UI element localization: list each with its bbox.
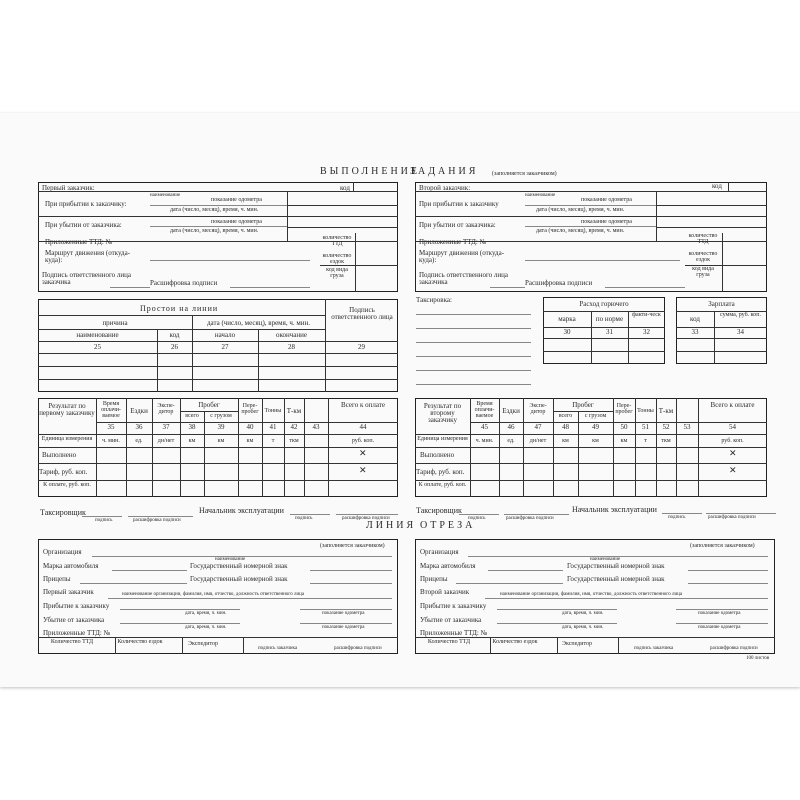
pay-total-label-r: Всего к оплате: [710, 401, 755, 409]
stub-decrypt-l: расшифровка подписи: [334, 646, 382, 651]
stub-customer-sub-r: наименование организации, фамилия, имя, отчество, должность ответственного лица: [500, 592, 683, 597]
sign-sub-r1: подпись: [468, 516, 486, 521]
tariff-label-r: Тариф, руб. коп.: [416, 468, 465, 476]
unit-total-l: км: [188, 438, 196, 444]
num-25: 25: [94, 343, 101, 351]
cross-mark-l2: ✕: [359, 466, 367, 476]
unit-overrun-l: км: [246, 438, 254, 444]
stub-plate-l: Государственный номерной знак: [190, 562, 288, 570]
downtime-name-col: наименование: [76, 331, 119, 339]
stub-odometer-l: показание одометра: [322, 611, 365, 616]
time-label-r: Время оплачи-ваемое: [474, 401, 495, 419]
tons-label-l: Тонны: [264, 408, 282, 414]
num-41: 41: [269, 423, 277, 431]
stub-customer-r: Второй заказчик: [420, 588, 470, 596]
tons-label-r: Тонны: [637, 408, 654, 414]
stub-ttd-r: Приложенные ТТД: №: [420, 629, 488, 637]
unit-rides-l: ед.: [135, 438, 143, 444]
num-47: 47: [534, 423, 542, 431]
downtime-signature: Подпись ответственного лица: [331, 306, 393, 321]
unit-time-l: ч. мин.: [102, 438, 120, 444]
stub-decrypt-r: расшифровка подписи: [710, 646, 758, 651]
stub-expeditor-r: Экспедитор: [562, 641, 592, 647]
unit-pay-r: руб. коп.: [721, 438, 744, 444]
footer-sheets: 100 листов: [746, 656, 770, 661]
unit-pay-l: руб. коп.: [351, 438, 375, 444]
done-label-l: Выполнено: [42, 451, 77, 459]
unit-label-r: Единица измерения: [417, 436, 468, 442]
stub-odometer2-l: показание одометра: [322, 625, 365, 630]
unit-expeditor-r: дн/нет: [529, 438, 547, 444]
num-53: 53: [683, 423, 691, 431]
stub-plate2-l: Государственный номерной знак: [190, 575, 288, 583]
num-42: 42: [290, 423, 298, 431]
num-46: 46: [507, 423, 515, 431]
salary-title: Зарплата: [708, 300, 735, 308]
unit-overrun-r: км: [620, 438, 628, 444]
stub-sign-customer-r: подпись заказчика: [634, 646, 674, 651]
stub-departure-sub-r: дата, время, ч. мин.: [562, 625, 604, 630]
stub-rides-qty-r: Количество ездок: [492, 639, 538, 645]
datetime-label-2: дата (число, месяц), время, ч. мин.: [170, 228, 259, 234]
cutline-right: ОТРЕЗА: [420, 520, 476, 531]
signature-label: Подпись ответственного лица заказчика: [42, 271, 132, 286]
decrypt-sub-r2: расшифровка подписи: [708, 515, 756, 520]
downtime-code-col: код: [169, 331, 180, 339]
num-48: 48: [562, 423, 569, 431]
to-pay-label-r: К оплате, руб. коп.: [418, 482, 467, 488]
overrun-label-l: Пере-пробег: [241, 403, 259, 415]
stub-note-l: (заполняется заказчиком): [320, 543, 385, 549]
route-label-r: Маршрут движения (откуда-куда):: [419, 249, 505, 264]
tkm-label-r: Т-км: [658, 407, 674, 415]
run-label-r: Пробег: [572, 401, 594, 409]
code-label-r: код: [712, 182, 722, 190]
num-35: 35: [107, 423, 115, 431]
downtime-datetime-header: дата (число, месяц), время, ч. мин.: [206, 319, 311, 327]
tkm-label-l: Т-км: [286, 407, 302, 415]
to-pay-label-l: К оплате, руб. коп.: [43, 482, 91, 488]
title-right: ЗАДАНИЯ: [410, 166, 479, 177]
num-33: 33: [691, 328, 699, 336]
rides-label-r: Ездки: [502, 407, 520, 415]
unit-tkm-l: ткм: [289, 438, 299, 444]
name-label: наименование: [150, 193, 181, 198]
cross-mark-r2: ✕: [729, 466, 737, 476]
stub-trailer-l: Прицепы: [43, 575, 71, 583]
stub-name-r: наименование: [590, 557, 621, 562]
unit-cargo-r: км: [592, 438, 599, 444]
stub-org-r: Организация: [420, 548, 459, 556]
first-customer-label: Первый заказчик:: [42, 184, 95, 192]
time-label-l: Время оплачи-ваемое: [101, 401, 121, 419]
num-51: 51: [642, 423, 649, 431]
unit-rides-r: ед.: [507, 438, 515, 444]
rides-label: количество ездок: [322, 253, 352, 265]
stub-odometer2-r: показание одометра: [698, 625, 741, 630]
num-32: 32: [643, 328, 650, 336]
departure-label-r: При убытии от заказчика:: [419, 221, 496, 229]
stub-note-r: (заполняется заказчиком): [690, 543, 755, 549]
odometer-label-r: показание одометра: [581, 197, 632, 203]
departure-label: При убытии от заказчика:: [45, 221, 122, 229]
sign-sub-l1: подпись: [95, 518, 113, 523]
taxer-label-r: Таксировщик: [416, 506, 462, 515]
datetime-label: дата (число, месяц), время, ч. мин.: [170, 207, 259, 213]
num-37: 37: [162, 423, 170, 431]
waybill-sheet: [0, 113, 800, 687]
num-28: 28: [288, 343, 295, 351]
unit-expeditor-l: дн/нет: [157, 438, 175, 444]
cross-mark-l1: ✕: [359, 449, 367, 459]
stub-ttd-l: Приложенные ТТД: №: [43, 629, 111, 637]
num-31: 31: [606, 328, 613, 336]
taxer-label-l: Таксировщик: [40, 508, 86, 517]
run-total-l: всего: [185, 413, 199, 419]
unit-tons-r: т: [644, 438, 647, 444]
num-29: 29: [358, 343, 365, 351]
stub-arrival-sub-r: дата, время, ч. мин.: [562, 611, 604, 616]
expeditor-label-l: Экспе-дитор: [157, 403, 175, 415]
unit-cargo-l: км: [217, 438, 225, 444]
stub-sign-customer-l: подпись заказчика: [258, 646, 298, 651]
done-label-r: Выполнено: [420, 451, 455, 459]
chief-label-l: Начальник эксплуатации: [199, 506, 284, 515]
odometer-label-r2: показание одометра: [581, 219, 632, 225]
decrypt-label-r: Расшифровка подписи: [525, 279, 593, 287]
stub-ttd-qty-r: Количество ТТД: [427, 639, 471, 645]
stub-arrival-r: Прибытие к заказчику: [420, 602, 487, 610]
num-38: 38: [188, 423, 196, 431]
title-left: ВЫПОЛНЕНИЕ: [320, 166, 420, 177]
run-cargo-l: с грузом: [210, 413, 232, 419]
num-27: 27: [221, 343, 229, 351]
stub-expeditor-l: Экспедитор: [188, 641, 218, 647]
salary-code: код: [690, 315, 700, 323]
stub-plate2-r: Государственный номерной знак: [567, 575, 665, 583]
ttd-label-r: Приложенные ТТД: №: [419, 238, 487, 246]
num-52: 52: [662, 423, 670, 431]
run-total-r: всего: [558, 413, 573, 419]
stub-brand-l: Марка автомобиля: [43, 562, 99, 570]
cross-mark-r1: ✕: [729, 449, 737, 459]
datetime-label-r: дата (число, месяц), время, ч. мин.: [536, 207, 625, 213]
chief-label-r: Начальник эксплуатации: [572, 505, 657, 514]
stub-arrival-sub-l: дата, время, ч. мин.: [185, 611, 227, 616]
name-label-r: наименование: [525, 193, 556, 198]
decrypt-sub-l1: расшифровка подписи: [133, 518, 181, 523]
fuel-actual: факти-ческ: [632, 312, 661, 318]
downtime-end-col: окончание: [275, 331, 308, 339]
num-39: 39: [217, 423, 225, 431]
odometer-label: показание одометра: [211, 197, 262, 203]
stub-customer-sub-l: наименование организации, фамилия, имя, отчество, должность ответственного лица: [122, 592, 305, 597]
num-26: 26: [171, 343, 178, 351]
arrival-label-r: При прибытии к заказчику: [419, 200, 499, 208]
datetime-label-r2: дата (число, месяц), время, ч. мин.: [536, 228, 625, 234]
ttd-qty-label: количество ТТД: [322, 235, 352, 247]
stub-ttd-qty-l: Количество ТТД: [50, 639, 94, 645]
pay-total-label-l: Всего к оплате: [341, 401, 385, 409]
arrival-label: При прибытии к заказчику:: [45, 200, 127, 208]
stub-name-l: наименование: [215, 557, 246, 562]
num-50: 50: [620, 423, 628, 431]
unit-tons-l: т: [271, 438, 275, 444]
sign-sub-l2: подпись: [295, 516, 313, 521]
num-30: 30: [563, 328, 571, 336]
num-40: 40: [246, 423, 254, 431]
stub-trailer-r: Прицепы: [420, 575, 448, 583]
num-44: 44: [359, 423, 367, 431]
unit-total-r: км: [562, 438, 569, 444]
downtime-start-col: начало: [214, 331, 236, 339]
decrypt-sub-r1: расшифровка подписи: [506, 516, 554, 521]
stub-odometer-r: показание одометра: [698, 611, 741, 616]
stub-departure-r: Убытие от заказчика: [420, 616, 482, 624]
run-label-l: Пробег: [198, 401, 220, 409]
downtime-title: Простои на линии: [140, 304, 219, 313]
cutline-left: ЛИНИЯ: [366, 520, 417, 531]
title-note: (заполняется заказчиком): [492, 171, 557, 177]
fuel-brand: марка: [558, 315, 576, 323]
fuel-title: Расход горючего: [579, 300, 629, 308]
stub-arrival-l: Прибытие к заказчику: [43, 602, 110, 610]
stub-brand-r: Марка автомобиля: [420, 562, 476, 570]
second-customer-label: Второй заказчик:: [419, 184, 471, 192]
result-label-r: Результат по второму заказчику: [423, 402, 462, 424]
decrypt-sub-l2: расшифровка подписи: [342, 516, 390, 521]
tariff-label-l: Тариф, руб. коп.: [39, 468, 88, 476]
num-36: 36: [135, 423, 143, 431]
sign-sub-r2: подпись: [668, 515, 686, 520]
num-49: 49: [592, 423, 599, 431]
decrypt-label: Расшифровка подписи: [150, 279, 218, 287]
stub-org-l: Организация: [43, 548, 82, 556]
num-34: 34: [737, 328, 744, 336]
rides-label-r: количество ездок: [688, 251, 718, 263]
overrun-label-r: Пере-пробег: [615, 403, 633, 415]
rides-label-l: Ездки: [130, 407, 148, 415]
signature-label-r: Подпись ответственного лица заказчика: [419, 271, 509, 286]
code-label: код: [340, 184, 350, 192]
ttd-qty-label-r: количество ТТД: [688, 233, 718, 245]
unit-label-l: Единица измерения: [41, 436, 93, 442]
stub-rides-qty-l: Количество ездок: [117, 639, 163, 645]
stub-departure-l: Убытие от заказчика: [43, 616, 105, 624]
run-cargo-r: с грузом: [584, 413, 607, 419]
fuel-norm: по норме: [595, 315, 624, 323]
stub-departure-sub-l: дата, время, ч. мин.: [185, 625, 227, 630]
cargo-label: код вида груза: [326, 267, 348, 279]
odometer-label-2: показание одометра: [211, 219, 262, 225]
expeditor-label-r: Экспе-дитор: [529, 403, 547, 415]
route-label: Маршрут движения (откуда-куда):: [45, 249, 131, 264]
reason-header: причина: [102, 319, 128, 327]
cargo-label-r: код вида груза: [692, 266, 714, 278]
unit-tkm-r: ткм: [661, 438, 671, 444]
num-43: 43: [312, 423, 320, 431]
stub-plate-r: Государственный номерной знак: [567, 562, 665, 570]
ttd-label: Приложенные ТТД: №: [45, 238, 113, 246]
unit-time-r: ч. мин.: [475, 438, 494, 444]
num-54: 54: [729, 423, 736, 431]
result-label-l: Результат по первому заказчику: [39, 402, 95, 417]
taxation-label: Таксировка:: [416, 296, 452, 304]
salary-sum: сумма, руб. коп.: [720, 312, 761, 318]
num-45: 45: [481, 423, 488, 431]
stub-customer-l: Первый заказчик: [43, 588, 94, 596]
